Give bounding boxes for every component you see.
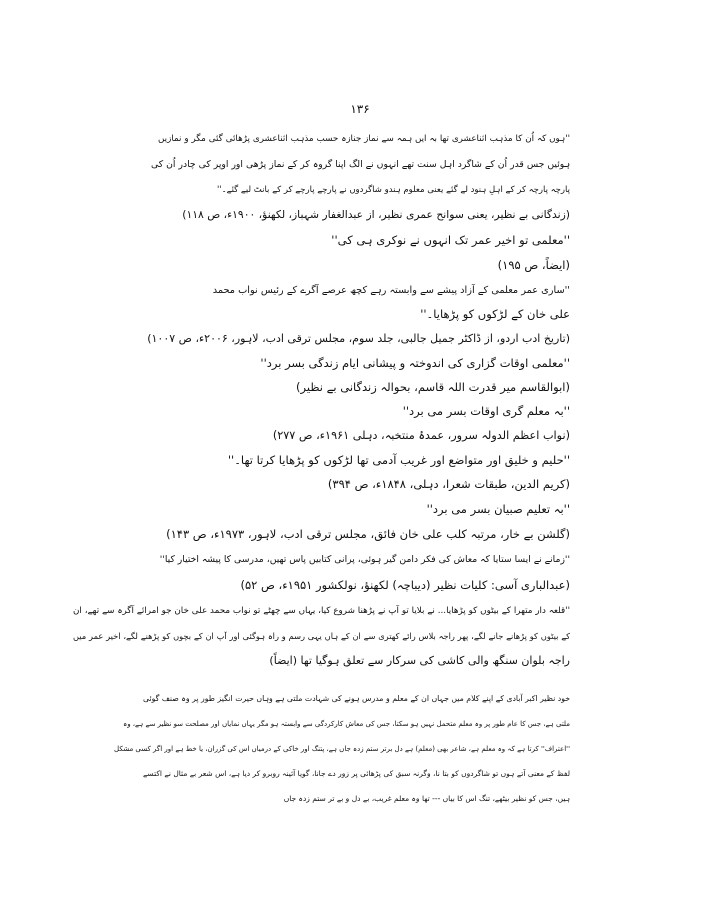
citation: (نواب اعظم الدولہ سرور، عمدۂ منتخبہ، دہلی ۱۹۶۱ء، ص ۲۷۷) (272, 429, 570, 442)
quote: ''بہ معلم گری اوقات بسر می برد'' (402, 404, 570, 418)
text-line: ''ہوں کہ اُن کا مذہب اثناعشری تھا بہ ایں ہمہ سے نماز جنازہ حسب مذہب اثناعشری پڑھائی گئی مگر و نمازیں (158, 134, 570, 144)
quote: ''بہ تعلیم صبیان بسر می برد'' (426, 502, 570, 516)
citation: (زندگانی بے نظیر، یعنی سوانح عمری نظیر، از عبدالغفار شہباز، لکھنؤ، ۱۹۰۰ء، ص ۱۱۸) (182, 208, 570, 221)
paragraph-line: ہیں، جس کو نظیر بیٹھے، تنگ اس کا بیاں --- تھا وہ معلم غریب، بے دل و بے تر ستم زدہ جاں (283, 794, 570, 803)
citation: (تاریخ ادب اردو، از ڈاکٹر جمیل جالبی، جلد سوم، مجلس ترقی ادب، لاہور، ۲۰۰۶ء، ص ۱۰۰۷) (147, 332, 570, 345)
text-line: ''قلعہ دار متھرا کے بیٹوں کو پڑھایا... نے بلایا تو آپ نے پڑھنا شروع کیا، یہاں سے چھٹے تو نواب محمد علی خان جو امرائے آگرہ سے تھے، ان (73, 606, 570, 616)
page-number: ۱۳۶ (350, 102, 370, 116)
text-line: ہوئیں جس قدر اُن کے شاگرد اہل سنت تھے انہوں نے الگ اپنا گروہ کر کے نماز پڑھی اور اوپر کی چادر اُن کی (151, 159, 570, 170)
text-line: پارچہ پارچہ کر کے اہلِ ہنود لے گئے یعنی معلوم ہندو شاگردوں نے پارچے پارچے کر کے بانٹ لیے گئے۔'' (216, 185, 570, 195)
quote: ''حلیم و خلیق اور متواضع اور غریب آدمی تھا لڑکوں کو پڑھایا کرتا تھا۔'' (227, 453, 570, 467)
citation: (کریم الدین، طبقات شعرا، دہلی، ۱۸۴۸ء، ص ۳۹۴) (327, 477, 570, 491)
text-line: کے بیٹوں کو پڑھانے جانے لگے، پھر راجہ بلاس رائے کھتری سے ان کے ہاں یہی رسم و راہ ہوگئی اور آپ ان کے بچوں کو پڑھنے لگے، اخیر عمر میں (73, 631, 570, 641)
paragraph-line: لفظ کے معنی آتے ہوں تو شاگردوں کو بتا نا، وگرنہ سبق کی پڑھائی پر زور دے جانا، گویا آئینہ روبرو کر دیا ہے، اس شعر بے مثال نے اکتسے (143, 769, 570, 778)
quote: علی خان کے لڑکوں کو پڑھایا۔'' (420, 307, 570, 321)
quote: ''معلمی اوقات گزاری کی اندوختہ و پیشانی ایام زندگی بسر برد'' (260, 356, 570, 370)
citation: (ایضاً، ص ۱۹۵) (497, 258, 570, 272)
quote: ''ساری عمر معلمی کے آزاد پیشے سے وابستہ رہے کچھ عرصے آگرے کے رئیس نواب محمد (212, 285, 570, 296)
paragraph-line: خود نظیر اکبر آبادی کے اپنے کلام میں جہاں ان کے معلم و مدرس ہونے کی شہادت ملتی ہے وہاں حیرت انگیز طور پر وہ صنف گوئی (143, 694, 570, 703)
paragraph-line: ملتی ہے، جس کا عام طور پر وہ معلم متحمل نہیں ہو سکتا، جس کی معاش کارکردگی سے وابستہ ہو مگر یہاں نمایاں اور مصلحت سو نظیر سے ہے، وہ (123, 720, 570, 728)
citation: (گلشن بے خار، مرتبہ کلب علی خان فائق، مجلس ترقی ادب، لاہور، ۱۹۷۳ء، ص ۱۴۳) (166, 527, 570, 541)
citation: (ابوالقاسم میر قدرت اللہ قاسم، بحوالہ زندگانی بے نظیر) (296, 380, 570, 394)
paragraph-line: ''اعتراف'' کرتا ہے کہ وہ معلم ہے، شاعر بھی (معلم) ہے دل برتر ستم زدہ جاں ہے، پتنگ اور خاکی کے درمیاں اس کی گزران، یا خط ہے اور اگر کسی مشکل (114, 745, 570, 753)
citation: (عبدالباری آسی: کلیات نظیر (دیباچہ) لکھنؤ، نولکشور ۱۹۵۱ء، ص ۵۲) (240, 578, 570, 592)
text-line: راجہ بلوان سنگھ والی کاشی کی سرکار سے تعلق ہوگیا تھا (ایضاً) (269, 654, 570, 667)
quote: ''زمانے نے ایسا ستایا کہ معاش کی فکر دامن گیر ہوئی، پرانی کتابیں پاس تھیں، مدرسی کا پیشہ اختیار کیا'' (159, 554, 570, 565)
quote: ''معلمی تو اخیر عمر تک انہوں نے نوکری ہی کی'' (331, 233, 570, 247)
